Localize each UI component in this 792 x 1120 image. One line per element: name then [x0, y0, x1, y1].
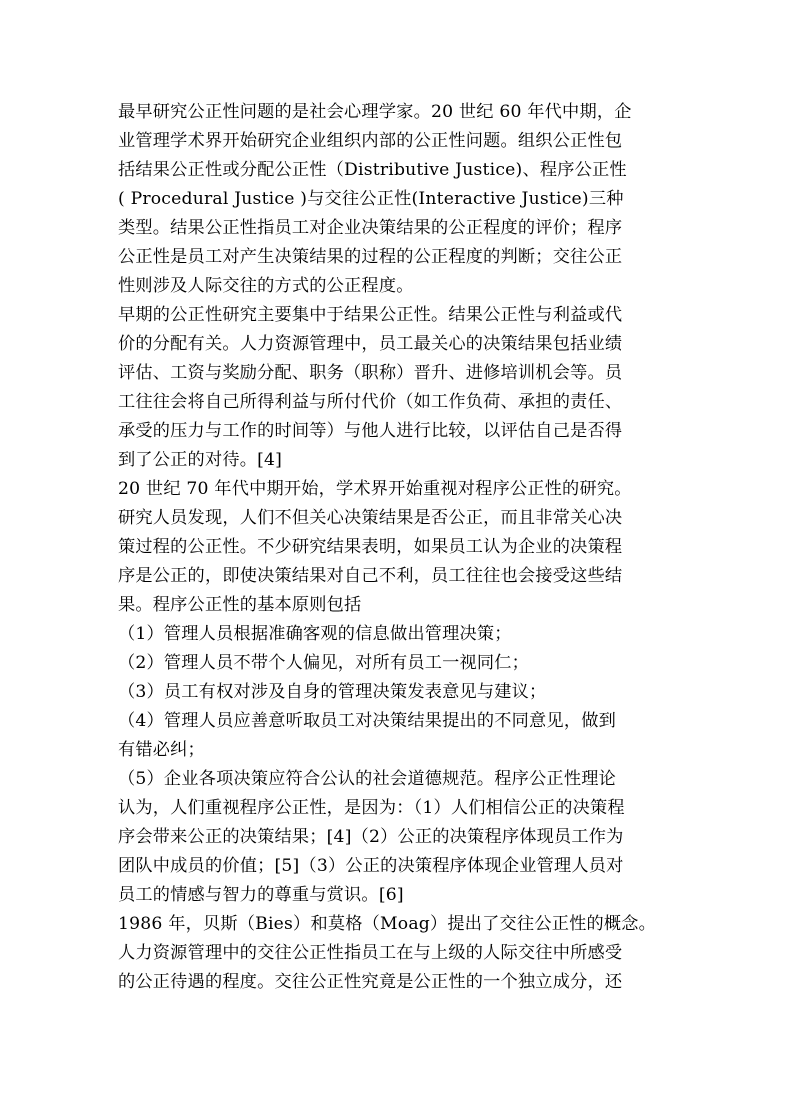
text-line: 研究人员发现，人们不但关心决策结果是否公正，而且非常关心决	[118, 508, 623, 528]
text-line: 1986 年，贝斯（Bies）和莫格（Moag）提出了交往公正性的概念。	[118, 914, 657, 934]
text-line: 认为，人们重视程序公正性，是因为：（1）人们相信公正的决策程	[118, 798, 625, 818]
text-line: （5）企业各项决策应符合公认的社会道德规范。程序公正性理论	[118, 769, 616, 789]
text-line: 公正性是员工对产生决策结果的过程的公正程度的判断；交往公正	[118, 247, 623, 267]
text-line: 性则涉及人际交往的方式的公正程度。	[118, 276, 414, 296]
text-line: ( Procedural Justice )与交往公正性(Interactive Justice)三种	[118, 189, 624, 209]
text-line: 团队中成员的价值；[5]（3）公正的决策程序体现企业管理人员对	[118, 856, 624, 876]
text-line: 价的分配有关。人力资源管理中，员工最关心的决策结果包括业绩	[118, 334, 623, 354]
text-line: 类型。结果公正性指员工对企业决策结果的公正程度的评价；程序	[118, 218, 623, 238]
text-line: （2）管理人员不带个人偏见，对所有员工一视同仁；	[118, 653, 530, 673]
document-body	[118, 98, 678, 997]
text-line: 有错必纠；	[118, 740, 205, 760]
text-line: 序是公正的，即使决策结果对自己不利，员工往往也会接受这些结	[118, 566, 623, 586]
text-line: 早期的公正性研究主要集中于结果公正性。结果公正性与利益或代	[118, 305, 623, 325]
text-line: 员工的情感与智力的尊重与赏识。[6]	[118, 885, 404, 905]
text-line: 业管理学术界开始研究企业组织内部的公正性问题。组织公正性包	[118, 131, 623, 151]
text-line: 工往往会将自己所得利益与所付代价（如工作负荷、承担的责任、	[118, 392, 623, 412]
text-line: （4）管理人员应善意听取员工对决策结果提出的不同意见，做到	[118, 711, 616, 731]
text-line: 括结果公正性或分配公正性（Distributive Justice)、程序公正性	[118, 160, 627, 180]
text-line: 果。程序公正性的基本原则包括	[118, 595, 362, 615]
text-line: 最早研究公正性问题的是社会心理学家。20 世纪 60 年代中期，企	[118, 102, 632, 122]
text-line: 承受的压力与工作的时间等）与他人进行比较，以评估自己是否得	[118, 421, 623, 441]
text-line: 20 世纪 70 年代中期开始，学术界开始重视对程序公正性的研究。	[118, 479, 632, 499]
text-line: 序会带来公正的决策结果；[4]（2）公正的决策程序体现员工作为	[118, 827, 624, 847]
text-line: （1）管理人员根据准确客观的信息做出管理决策；	[118, 624, 512, 644]
text-line: 的公正待遇的程度。交往公正性究竟是公正性的一个独立成分，还	[118, 972, 623, 992]
text-line: 人力资源管理中的交往公正性指员工在与上级的人际交往中所感受	[118, 943, 623, 963]
text-line: 到了公正的对待。[4]	[118, 450, 283, 470]
text-line: （3）员工有权对涉及自身的管理决策发表意见与建议；	[118, 682, 547, 702]
text-line: 策过程的公正性。不少研究结果表明，如果员工认为企业的决策程	[118, 537, 623, 557]
text-line: 评估、工资与奖励分配、职务（职称）晋升、进修培训机会等。员	[118, 363, 623, 383]
